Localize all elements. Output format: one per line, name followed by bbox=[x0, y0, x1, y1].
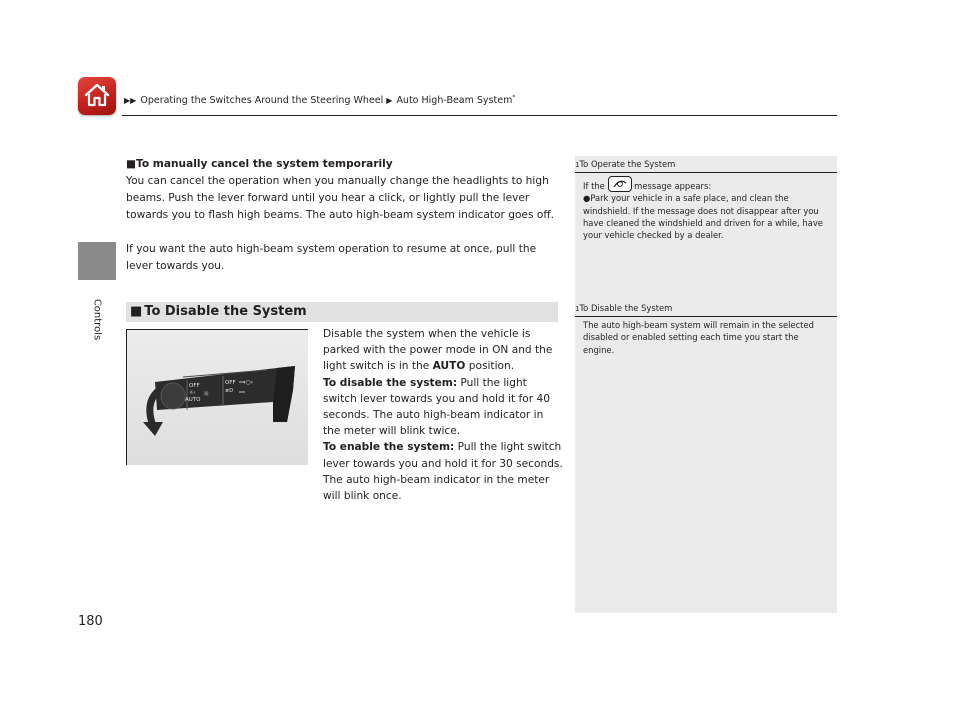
intro-text: Disable the system when the vehicle is parked with the power mode in ON and the light switch is in the bbox=[323, 328, 553, 373]
svg-text:≢D: ≢D bbox=[225, 388, 234, 394]
intro-text-end: position. bbox=[465, 360, 515, 373]
lever-illustration bbox=[126, 329, 308, 465]
note-bullet-text: Park your vehicle in a safe place, and clean the windshield. If the message does not disappear after you have cleaned the windshield and driven for a while, have your vehicle checked by a dealer. bbox=[583, 193, 823, 241]
note-marker-icon: 1 bbox=[575, 161, 580, 169]
auto-keyword: AUTO bbox=[432, 360, 466, 373]
page-number: 180 bbox=[78, 614, 103, 629]
note-title: To Disable the System bbox=[579, 303, 673, 313]
breadcrumb bbox=[124, 94, 515, 106]
bullet-icon: ● bbox=[583, 193, 591, 204]
main-content bbox=[126, 156, 558, 275]
header-divider bbox=[122, 115, 837, 116]
section-title: To Disable the System bbox=[144, 304, 307, 319]
breadcrumb-arrow-icon: ▶▶ bbox=[124, 96, 137, 106]
enable-label: To enable the system: bbox=[323, 441, 455, 454]
section-heading-bar bbox=[126, 302, 558, 322]
square-bullet-icon: ■ bbox=[130, 304, 143, 319]
camera-indicator-icon bbox=[608, 176, 632, 192]
footnote-mark: * bbox=[512, 94, 516, 101]
note-title: To Operate the System bbox=[579, 159, 676, 169]
breadcrumb-item[interactable]: Auto High-Beam System bbox=[396, 95, 513, 107]
disable-instructions bbox=[323, 326, 563, 504]
paragraph-cancel: You can cancel the operation when you manually change the headlights to high beams. Push the lever forward until you hear a click, or lightly pull the lever towards you to flash high beams. The auto high-beam system indicator goes off. bbox=[126, 175, 554, 221]
notes-panel bbox=[575, 156, 837, 613]
note-body-disable: The auto high-beam system will remain in the selected disabled or enabled setting each time you start the engine. bbox=[583, 320, 814, 355]
svg-text:☼‹: ☼‹ bbox=[189, 390, 196, 396]
switch-label-auto: AUTO bbox=[185, 397, 201, 403]
paragraph-resume: If you want the auto high-beam system operation to resume at once, pull the lever towards you. bbox=[126, 243, 537, 272]
subheading bbox=[126, 156, 558, 173]
breadcrumb-arrow-icon: ▶ bbox=[386, 96, 393, 106]
note-body-operate: If the message appears: ●Park your vehicle in a safe place, and clean the windshield. If the message does not disappear after you have cleaned the windshield and driven for a while, have your vehicle checked by a dealer. bbox=[583, 176, 827, 241]
breadcrumb-item[interactable]: Operating the Switches Around the Steering Wheel bbox=[140, 95, 384, 107]
note-heading-disable bbox=[575, 302, 837, 317]
note-marker-icon: 1 bbox=[575, 305, 580, 313]
section-tab bbox=[78, 242, 116, 280]
svg-text:☼: ☼ bbox=[203, 390, 210, 398]
switch-label-off-fog: OFF bbox=[225, 380, 236, 386]
disable-label: To disable the system: bbox=[323, 376, 458, 389]
section-label: Controls bbox=[91, 298, 103, 341]
note-heading-operate bbox=[575, 158, 837, 173]
home-button[interactable] bbox=[78, 77, 116, 115]
home-icon bbox=[84, 82, 110, 108]
switch-label-off: OFF bbox=[189, 383, 200, 389]
disable-text: Pull the light switch lever towards you and hold it for 40 seconds. The auto high-beam indicator in the meter will blink twice. bbox=[323, 376, 550, 438]
subheading-text: To manually cancel the system temporarily bbox=[136, 158, 393, 170]
svg-text:‹○›: ‹○› bbox=[243, 379, 254, 386]
enable-text: Pull the light switch lever towards you and hold it for 30 seconds. The auto high-beam indicator in the meter will blink once. bbox=[323, 441, 563, 503]
square-bullet-icon: ■ bbox=[126, 158, 137, 170]
